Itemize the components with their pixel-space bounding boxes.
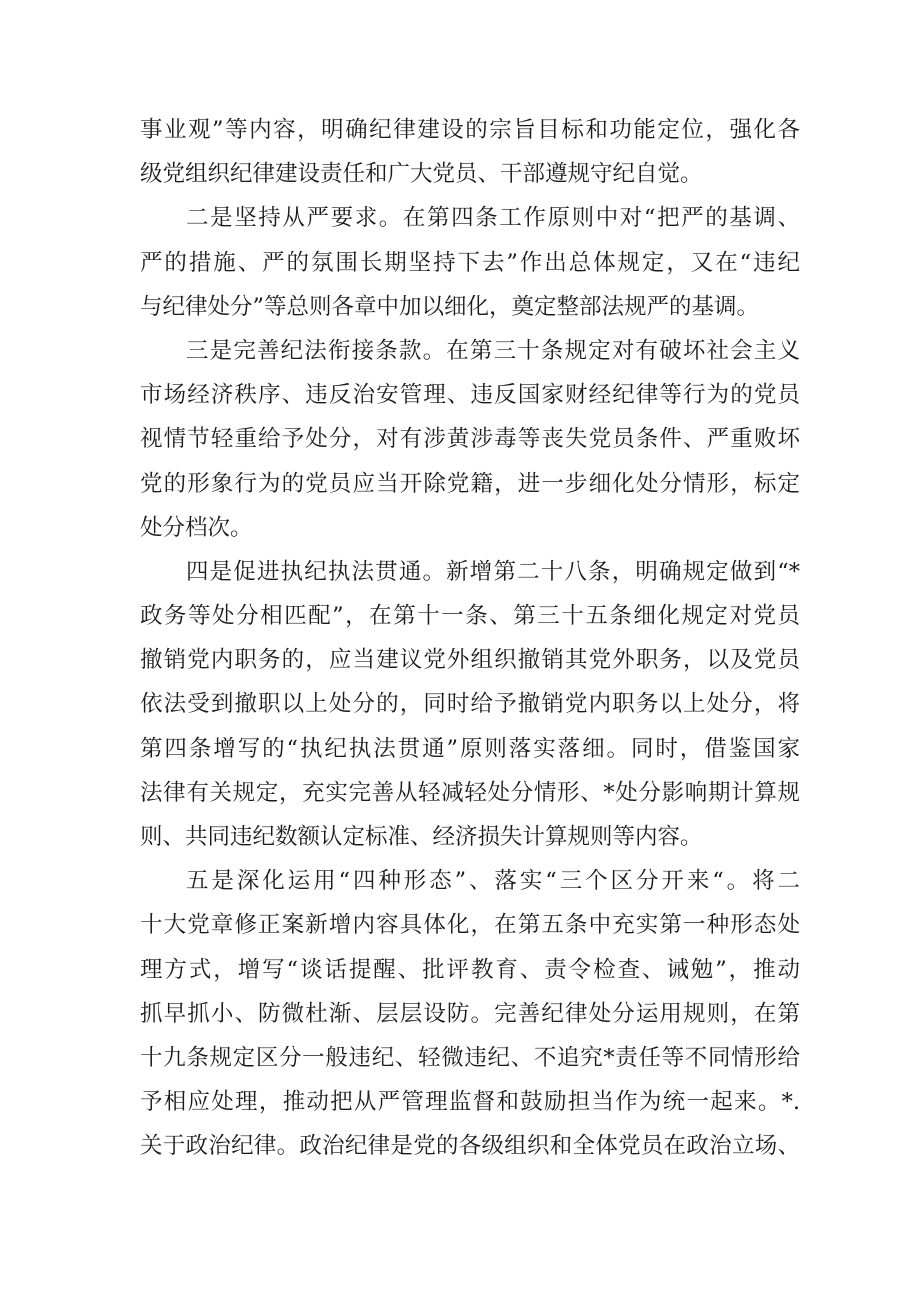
paragraph-first-line: 二是坚持从严要求。在第四条工作原则中对“把严的基调、 (186, 205, 800, 232)
document-body (140, 108, 800, 1169)
text-line: 法律有关规定，充实完善从轻减轻处分情形、*处分影响期计算规 (140, 779, 800, 806)
text-line: 第四条增写的“执纪执法贯通”原则落实落细。同时，借鉴国家 (140, 735, 800, 762)
text-line: 严的措施、严的氛围长期坚持下去”作出总体规定，又在“违纪 (140, 249, 800, 276)
text-line: 关于政治纪律。政治纪律是党的各级组织和全体党员在政治立场、 (140, 1133, 800, 1160)
text-line: 处分档次。 (140, 514, 253, 541)
paragraph-first-line: 五是深化运用“四种形态”、落实“三个区分开来“。将二 (186, 868, 800, 895)
paragraph-first-line: 四是促进执纪执法贯通。新增第二十八条，明确规定做到“* (186, 558, 800, 585)
text-line: 则、共同违纪数额认定标准、经济损失计算规则等内容。 (140, 824, 703, 850)
text-line: 党的形象行为的党员应当开除党籍，进一步细化处分情形，标定 (140, 470, 800, 497)
paragraph-first-line: 三是完善纪法衔接条款。在第三十条规定对有破坏社会主义 (186, 337, 800, 364)
text-line: 理方式，增写“谈话提醒、批评教育、责令检查、诫勉”，推动 (140, 956, 800, 983)
text-line: 十九条规定区分一般违纪、轻微违纪、不追究*责任等不同情形给 (140, 1044, 800, 1071)
text-line: 政务等处分相匹配”，在第十一条、第三十五条细化规定对党员 (140, 603, 800, 630)
text-line: 与纪律处分”等总则各章中加以细化，奠定整部法规严的基调。 (140, 293, 760, 320)
text-line: 视情节轻重给予处分，对有涉黄涉毒等丧失党员条件、严重败坏 (140, 426, 800, 453)
text-line: 级党组织纪律建设责任和广大党员、干部遵规守纪自觉。 (140, 161, 703, 188)
text-line: 撤销党内职务的，应当建议党外组织撤销其党外职务，以及党员 (140, 647, 800, 674)
text-line: 事业观”等内容，明确纪律建设的宗旨目标和功能定位，强化各 (140, 117, 800, 143)
text-line: 抓早抓小、防微杜渐、层层设防。完善纪律处分运用规则，在第 (140, 1000, 800, 1027)
text-line: 十大党章修正案新增内容具体化，在第五条中充实第一种形态处 (140, 912, 800, 939)
text-line: 市场经济秩序、违反治安管理、违反国家财经纪律等行为的党员 (140, 382, 800, 409)
text-line: 依法受到撤职以上处分的，同时给予撤销党内职务以上处分，将 (140, 691, 800, 718)
text-line: 予相应处理，推动把从严管理监督和鼓励担当作为统一起来。*. (140, 1089, 800, 1116)
